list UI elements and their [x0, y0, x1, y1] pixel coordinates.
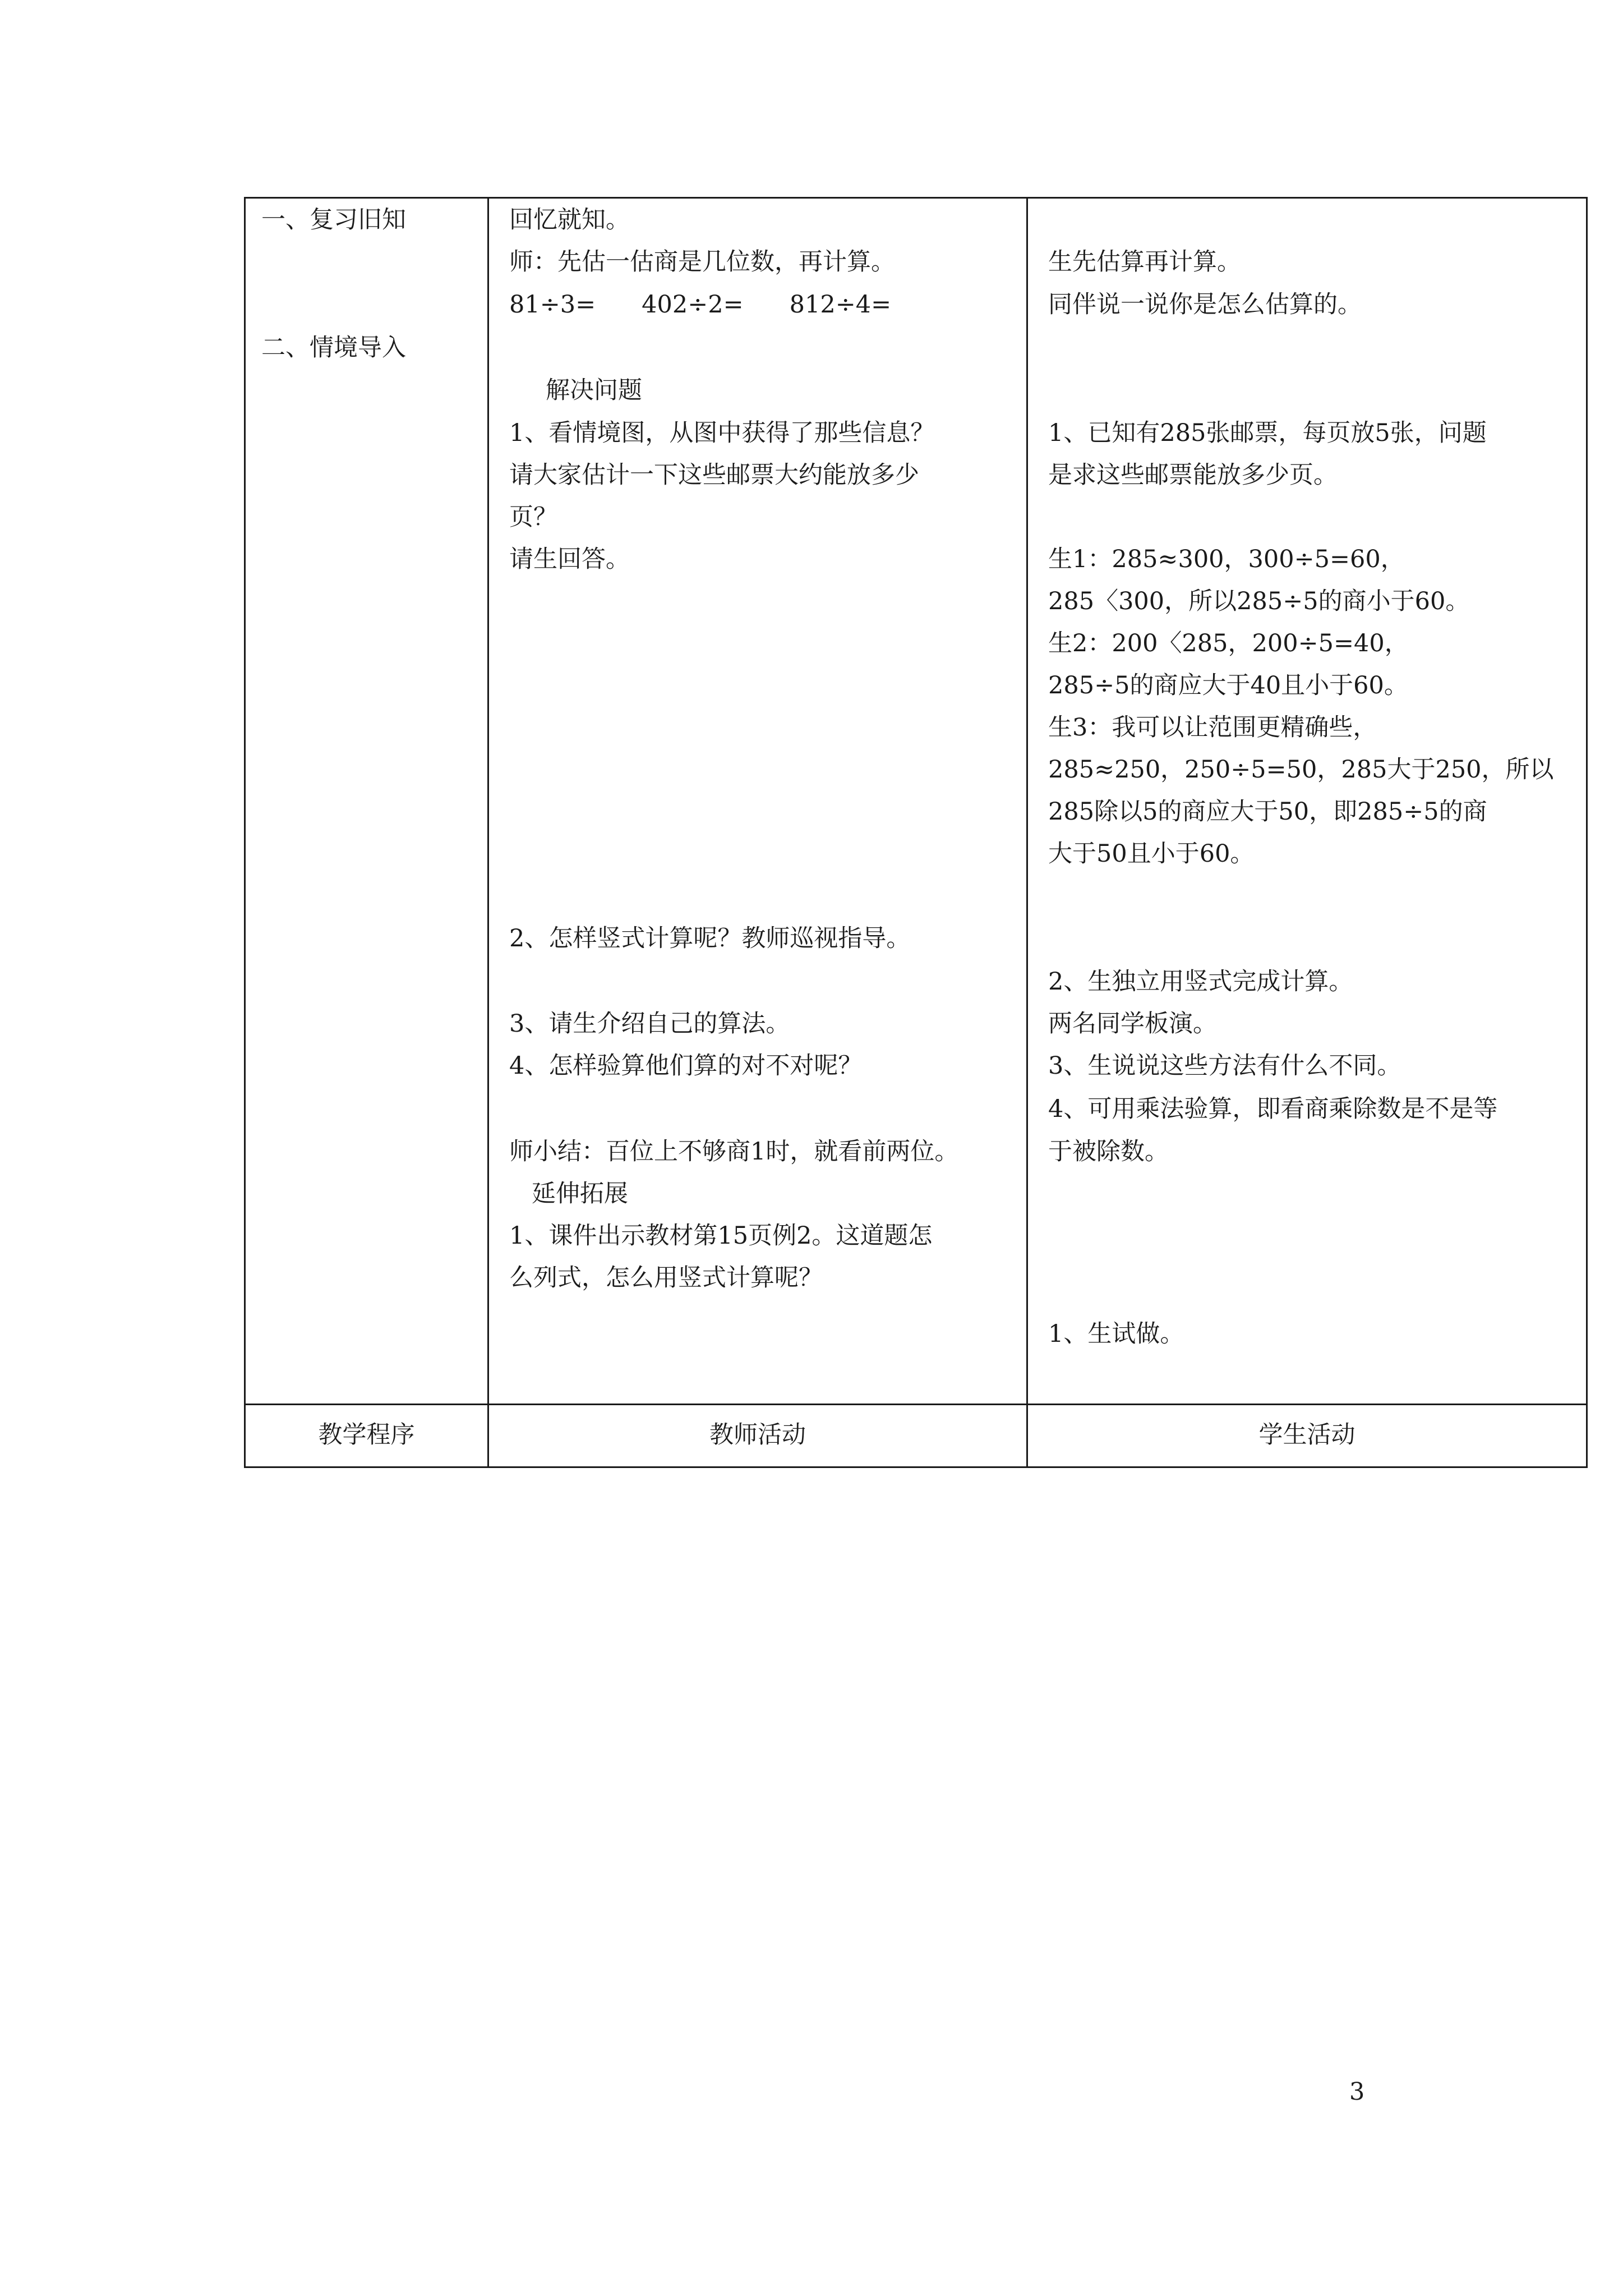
student-line: 1、已知有285张邮票，每页放5张，问题	[1048, 419, 1487, 447]
page-number: 3	[1349, 2078, 1365, 2106]
teacher-line: 师：先估一估商是几位数，再计算。	[509, 248, 895, 276]
student-line: 1、生试做。	[1048, 1320, 1184, 1348]
student-line: 4、可用乘法验算，即看商乘除数是不是等	[1048, 1095, 1498, 1123]
teacher-line: 请生回答。	[509, 545, 630, 573]
student-line: 同伴说一说你是怎么估算的。	[1048, 291, 1362, 319]
student-line: 生3：我可以让范围更精确些，	[1048, 714, 1377, 742]
student-line: 是求这些邮票能放多少页。	[1048, 461, 1338, 489]
teacher-line: 2、怎样竖式计算呢？教师巡视指导。	[509, 924, 911, 953]
column-divider-1	[487, 199, 489, 1466]
student-line: 大于50且小于60。	[1048, 840, 1255, 868]
column-header-student: 学生活动	[1258, 1421, 1355, 1449]
teacher-line: 请大家估计一下这些邮票大约能放多少	[509, 461, 919, 489]
column-divider-2	[1026, 199, 1028, 1466]
stage-review: 一、复习旧知	[261, 206, 406, 234]
student-line: 285除以5的商应大于50，即285÷5的商	[1048, 798, 1487, 826]
teacher-line: 3、请生介绍自己的算法。	[509, 1010, 790, 1038]
student-line: 285÷5的商应大于40且小于60。	[1048, 671, 1408, 700]
lesson-table	[244, 197, 1588, 1468]
teacher-line: 么列式，怎么用竖式计算呢？	[509, 1264, 823, 1292]
header-row-divider	[246, 1404, 1586, 1405]
student-line: 2、生独立用竖式完成计算。	[1048, 968, 1353, 996]
teacher-summary: 师小结：百位上不够商1时，就看前两位。	[509, 1138, 959, 1166]
column-header-program: 教学程序	[318, 1421, 415, 1449]
student-line: 两名同学板演。	[1048, 1010, 1217, 1038]
student-line: 生2：200〈285，200÷5=40，	[1048, 629, 1409, 657]
section-heading-solve: 解决问题	[546, 376, 642, 404]
student-line: 3、生说说这些方法有什么不同。	[1048, 1052, 1401, 1080]
student-line: 285≈250，250÷5=50，285大于250，所以	[1048, 756, 1554, 784]
column-header-teacher: 教师活动	[709, 1421, 806, 1449]
student-line: 285〈300，所以285÷5的商小于60。	[1048, 587, 1470, 615]
teacher-line: 回忆就知。	[509, 206, 630, 234]
teacher-line: 1、看情境图，从图中获得了那些信息？	[509, 419, 935, 447]
teacher-line: 81÷3= 402÷2= 812÷4=	[509, 291, 892, 319]
teacher-line: 4、怎样验算他们算的对不对呢？	[509, 1052, 863, 1080]
teacher-line: 页？	[509, 503, 557, 531]
teacher-line: 1、课件出示教材第15页例2。这道题怎	[509, 1222, 933, 1250]
student-line: 于被除数。	[1048, 1138, 1169, 1166]
student-line: 生1：285≈300，300÷5=60，	[1048, 545, 1405, 573]
stage-scenario: 二、情境导入	[261, 334, 406, 362]
student-line: 生先估算再计算。	[1048, 248, 1241, 276]
section-heading-extend: 延伸拓展	[532, 1180, 628, 1208]
